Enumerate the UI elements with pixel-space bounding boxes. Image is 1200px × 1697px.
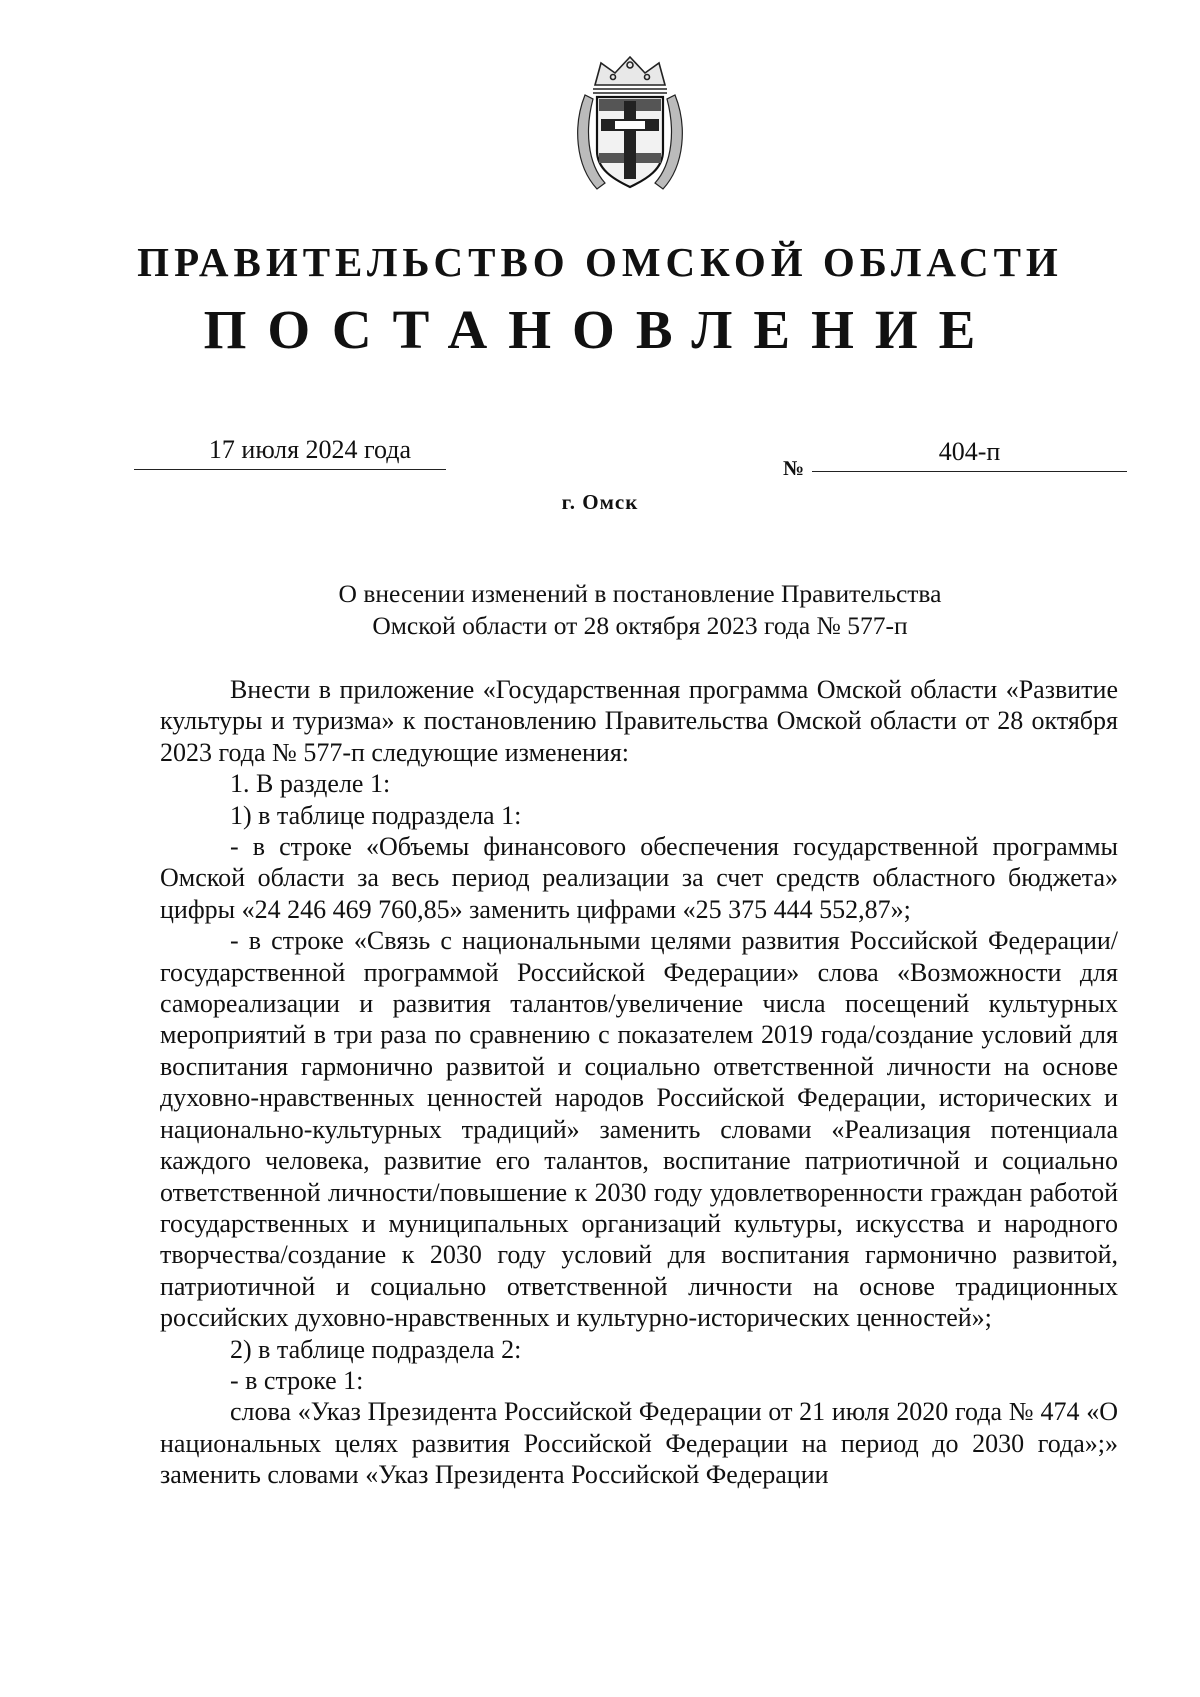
- body-paragraph: - в строке 1:: [230, 1365, 364, 1395]
- document-type: ПОСТАНОВЛЕНИЕ: [203, 299, 997, 360]
- city-name: г. Омск: [561, 490, 639, 514]
- number-underline: [812, 471, 1127, 472]
- government-title: ПРАВИТЕЛЬСТВО ОМСКОЙ ОБЛАСТИ: [137, 239, 1063, 285]
- body-paragraph: - в строке «Связь с национальными целями развития Российской Федерации/ государственной программой Российской Федерации» слова «Возможности для самореализации и развития талантов/увеличение числа посещений культурных мероприятий в три раза по сравнению с показателем 2019 года/создание условий для воспитания гармонично развитой и социально ответственной личности на основе духовно-нравственных ценностей народов Российской Федерации, исторических и национально-культурных традиций» заменить словами «Реализация потенциала каждого человека, развитие его талантов, воспитание патриотичной и социально ответственной личности/повышение к 2030 году удовлетворенности граждан работой государственных и муниципальных организаций культуры, искусства и народного творчества/создание к 2030 году условий для воспитания гармонично развитой, патриотичной и социально ответственной личности на основе традиционных российских духовно-нравственных и культурно-исторических ценностей»;: [160, 926, 1118, 1333]
- body-paragraph: 2) в таблице подраздела 2:: [230, 1334, 522, 1364]
- coat-of-arms-icon: [571, 55, 689, 195]
- body-paragraph: Внести в приложение «Государственная программа Омской области «Развитие культуры и туризма» к постановлению Правительства Омской области от 28 октября 2023 года № 577-п следующие изменения:: [160, 675, 1118, 767]
- date-underline: [134, 469, 446, 470]
- body-paragraph: 1) в таблице подраздела 1:: [230, 800, 522, 830]
- document-date: 17 июля 2024 года: [208, 435, 412, 464]
- body-paragraph: слова «Указ Президента Российской Федерации от 21 июля 2020 года № 474 «О национальных целях развития Российской Федерации на период до 2030 года»;» заменить словами «Указ Президента Российской Федерации: [160, 1397, 1118, 1490]
- document-number: 404-п: [938, 437, 1001, 466]
- document-subject: [160, 578, 1120, 642]
- subject-line: О внесении изменений в постановление Правительства: [338, 579, 942, 608]
- number-sign: №: [783, 456, 805, 480]
- document-date-field: [134, 435, 446, 470]
- document-number-field: [812, 437, 1127, 472]
- subject-line: Омской области от 28 октября 2023 года № 577-п: [372, 611, 908, 640]
- body-paragraph: 1. В разделе 1:: [230, 769, 391, 799]
- body-paragraph: - в строке «Объемы финансового обеспечения государственной программы Омской области за весь период реализации за счет средств областного бюджета» цифры «24 246 469 760,85» заменить цифрами «25 375 444 552,87»;: [160, 832, 1118, 924]
- document-body: [160, 674, 1118, 1491]
